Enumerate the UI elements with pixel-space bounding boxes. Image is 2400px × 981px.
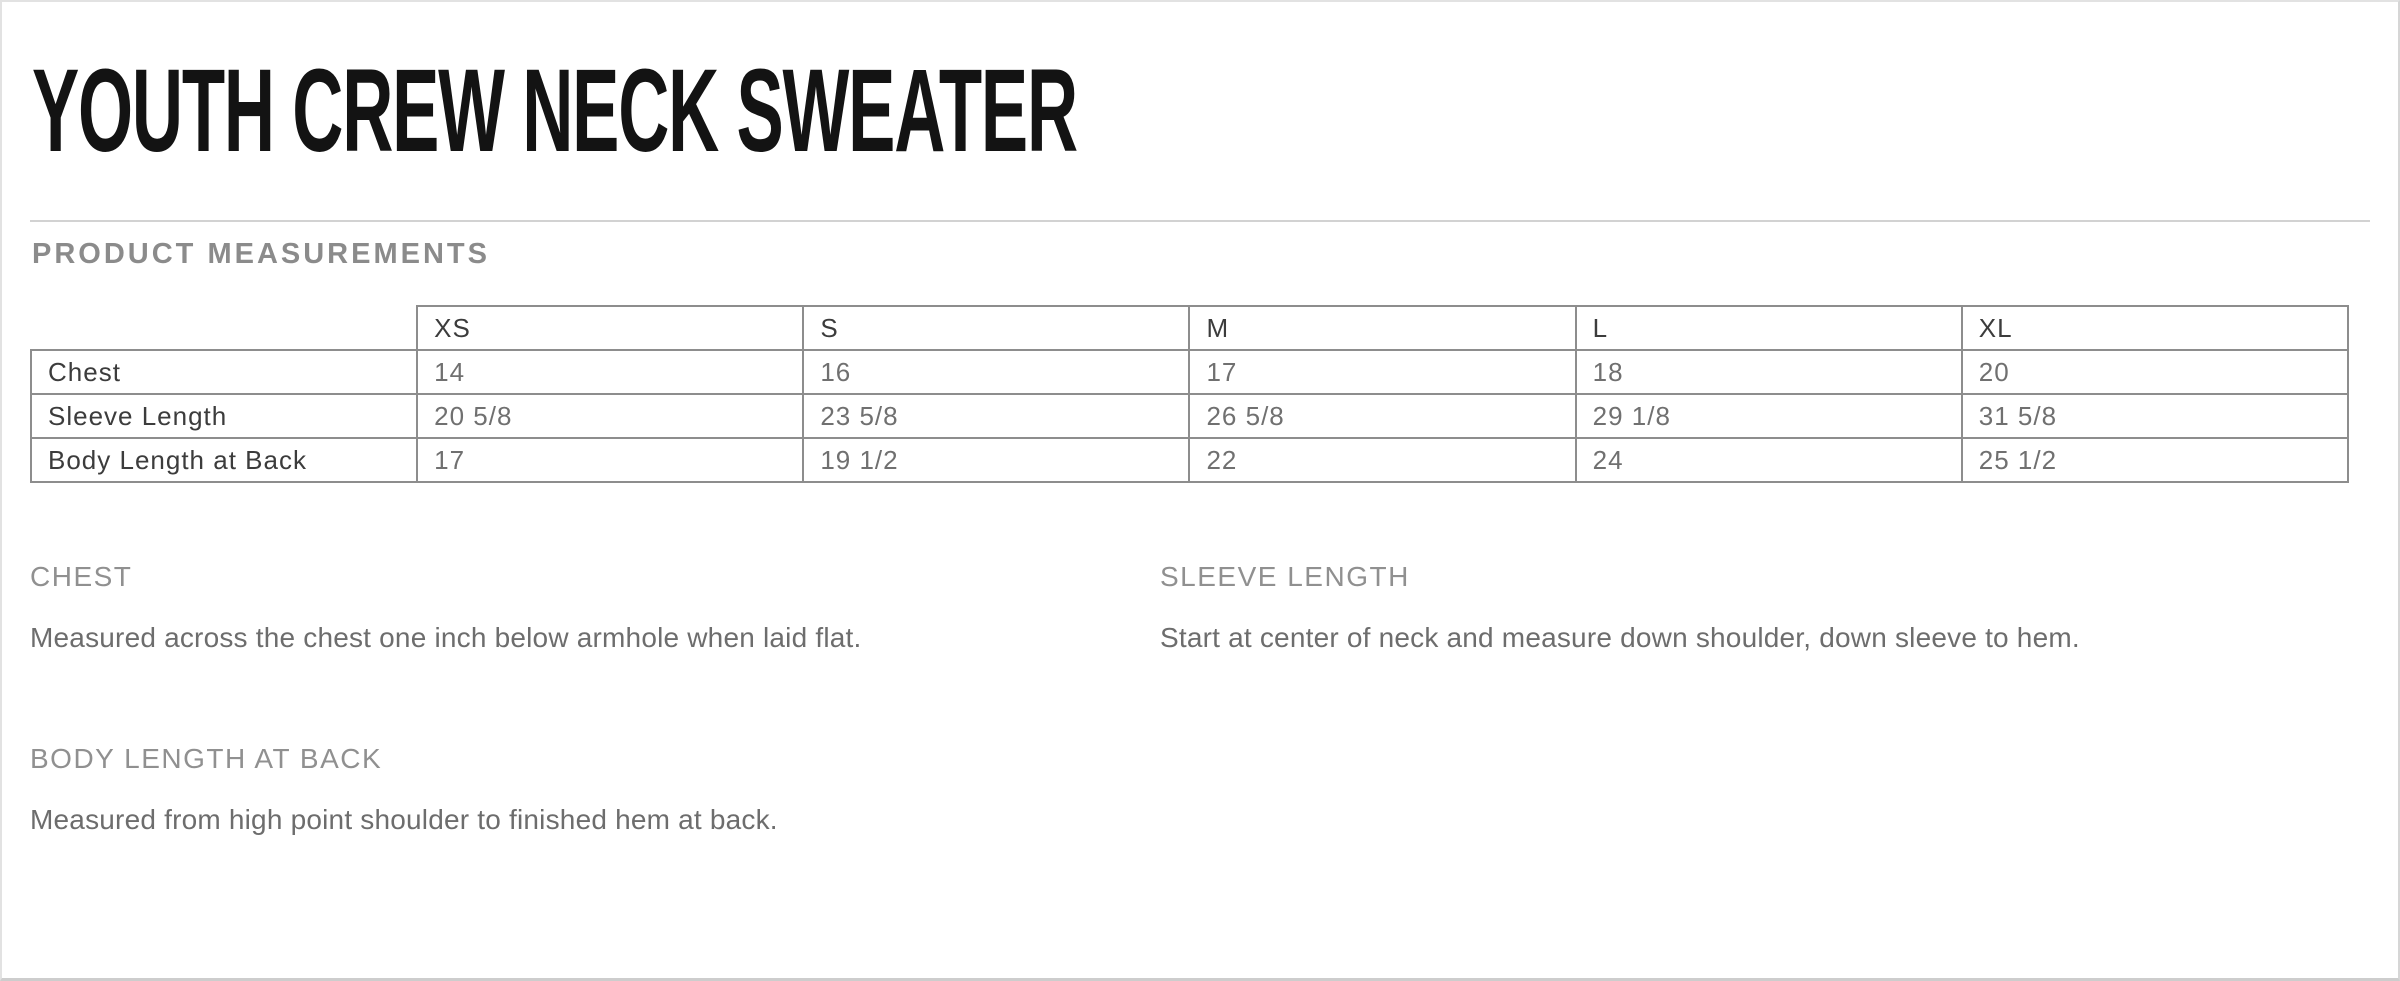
row-label-body-length: Body Length at Back: [31, 438, 417, 482]
column-header-s: S: [803, 306, 1189, 350]
definition-sleeve-length: [1160, 561, 2370, 663]
definition-chest: [30, 561, 1160, 663]
cell-sleeve-xs: 20 5/8: [417, 394, 803, 438]
page-title: YOUTH CREW NECK SWEATER: [32, 45, 1077, 177]
measurements-table: [30, 305, 2349, 483]
cell-chest-m: 17: [1189, 350, 1575, 394]
table-row-body-length: [31, 438, 2348, 482]
row-label-chest: Chest: [31, 350, 417, 394]
cell-chest-s: 16: [803, 350, 1189, 394]
cell-sleeve-s: 23 5/8: [803, 394, 1189, 438]
definition-description-chest: Measured across the chest one inch below armhole when laid flat.: [30, 622, 862, 653]
cell-body-xl: 25 1/2: [1962, 438, 2348, 482]
cell-chest-l: 18: [1576, 350, 1962, 394]
cell-sleeve-m: 26 5/8: [1189, 394, 1575, 438]
column-header-l: L: [1576, 306, 1962, 350]
corner-cell: [31, 306, 417, 350]
table-row-sleeve-length: [31, 394, 2348, 438]
cell-body-m: 22: [1189, 438, 1575, 482]
definition-term-chest: CHEST: [30, 561, 133, 592]
definitions-section: [30, 561, 2370, 845]
row-label-sleeve-length: Sleeve Length: [31, 394, 417, 438]
section-divider: [30, 220, 2370, 222]
definition-term-sleeve-length: SLEEVE LENGTH: [1160, 561, 1410, 592]
cell-body-xs: 17: [417, 438, 803, 482]
cell-sleeve-xl: 31 5/8: [1962, 394, 2348, 438]
cell-chest-xs: 14: [417, 350, 803, 394]
column-header-xs: XS: [417, 306, 803, 350]
definition-description-sleeve-length: Start at center of neck and measure down shoulder, down sleeve to hem.: [1160, 622, 2080, 653]
cell-body-l: 24: [1576, 438, 1962, 482]
cell-sleeve-l: 29 1/8: [1576, 394, 1962, 438]
section-heading: PRODUCT MEASUREMENTS: [32, 238, 490, 270]
table-row-chest: [31, 350, 2348, 394]
definition-body-length: [30, 743, 1160, 845]
table-header-row: [31, 306, 2348, 350]
definitions-empty-cell: [1160, 743, 2370, 845]
cell-body-s: 19 1/2: [803, 438, 1189, 482]
cell-chest-xl: 20: [1962, 350, 2348, 394]
column-header-xl: XL: [1962, 306, 2348, 350]
definition-term-body-length: BODY LENGTH AT BACK: [30, 742, 383, 774]
definition-description-body-length: Measured from high point shoulder to finished hem at back.: [30, 803, 778, 835]
column-header-m: M: [1189, 306, 1575, 350]
